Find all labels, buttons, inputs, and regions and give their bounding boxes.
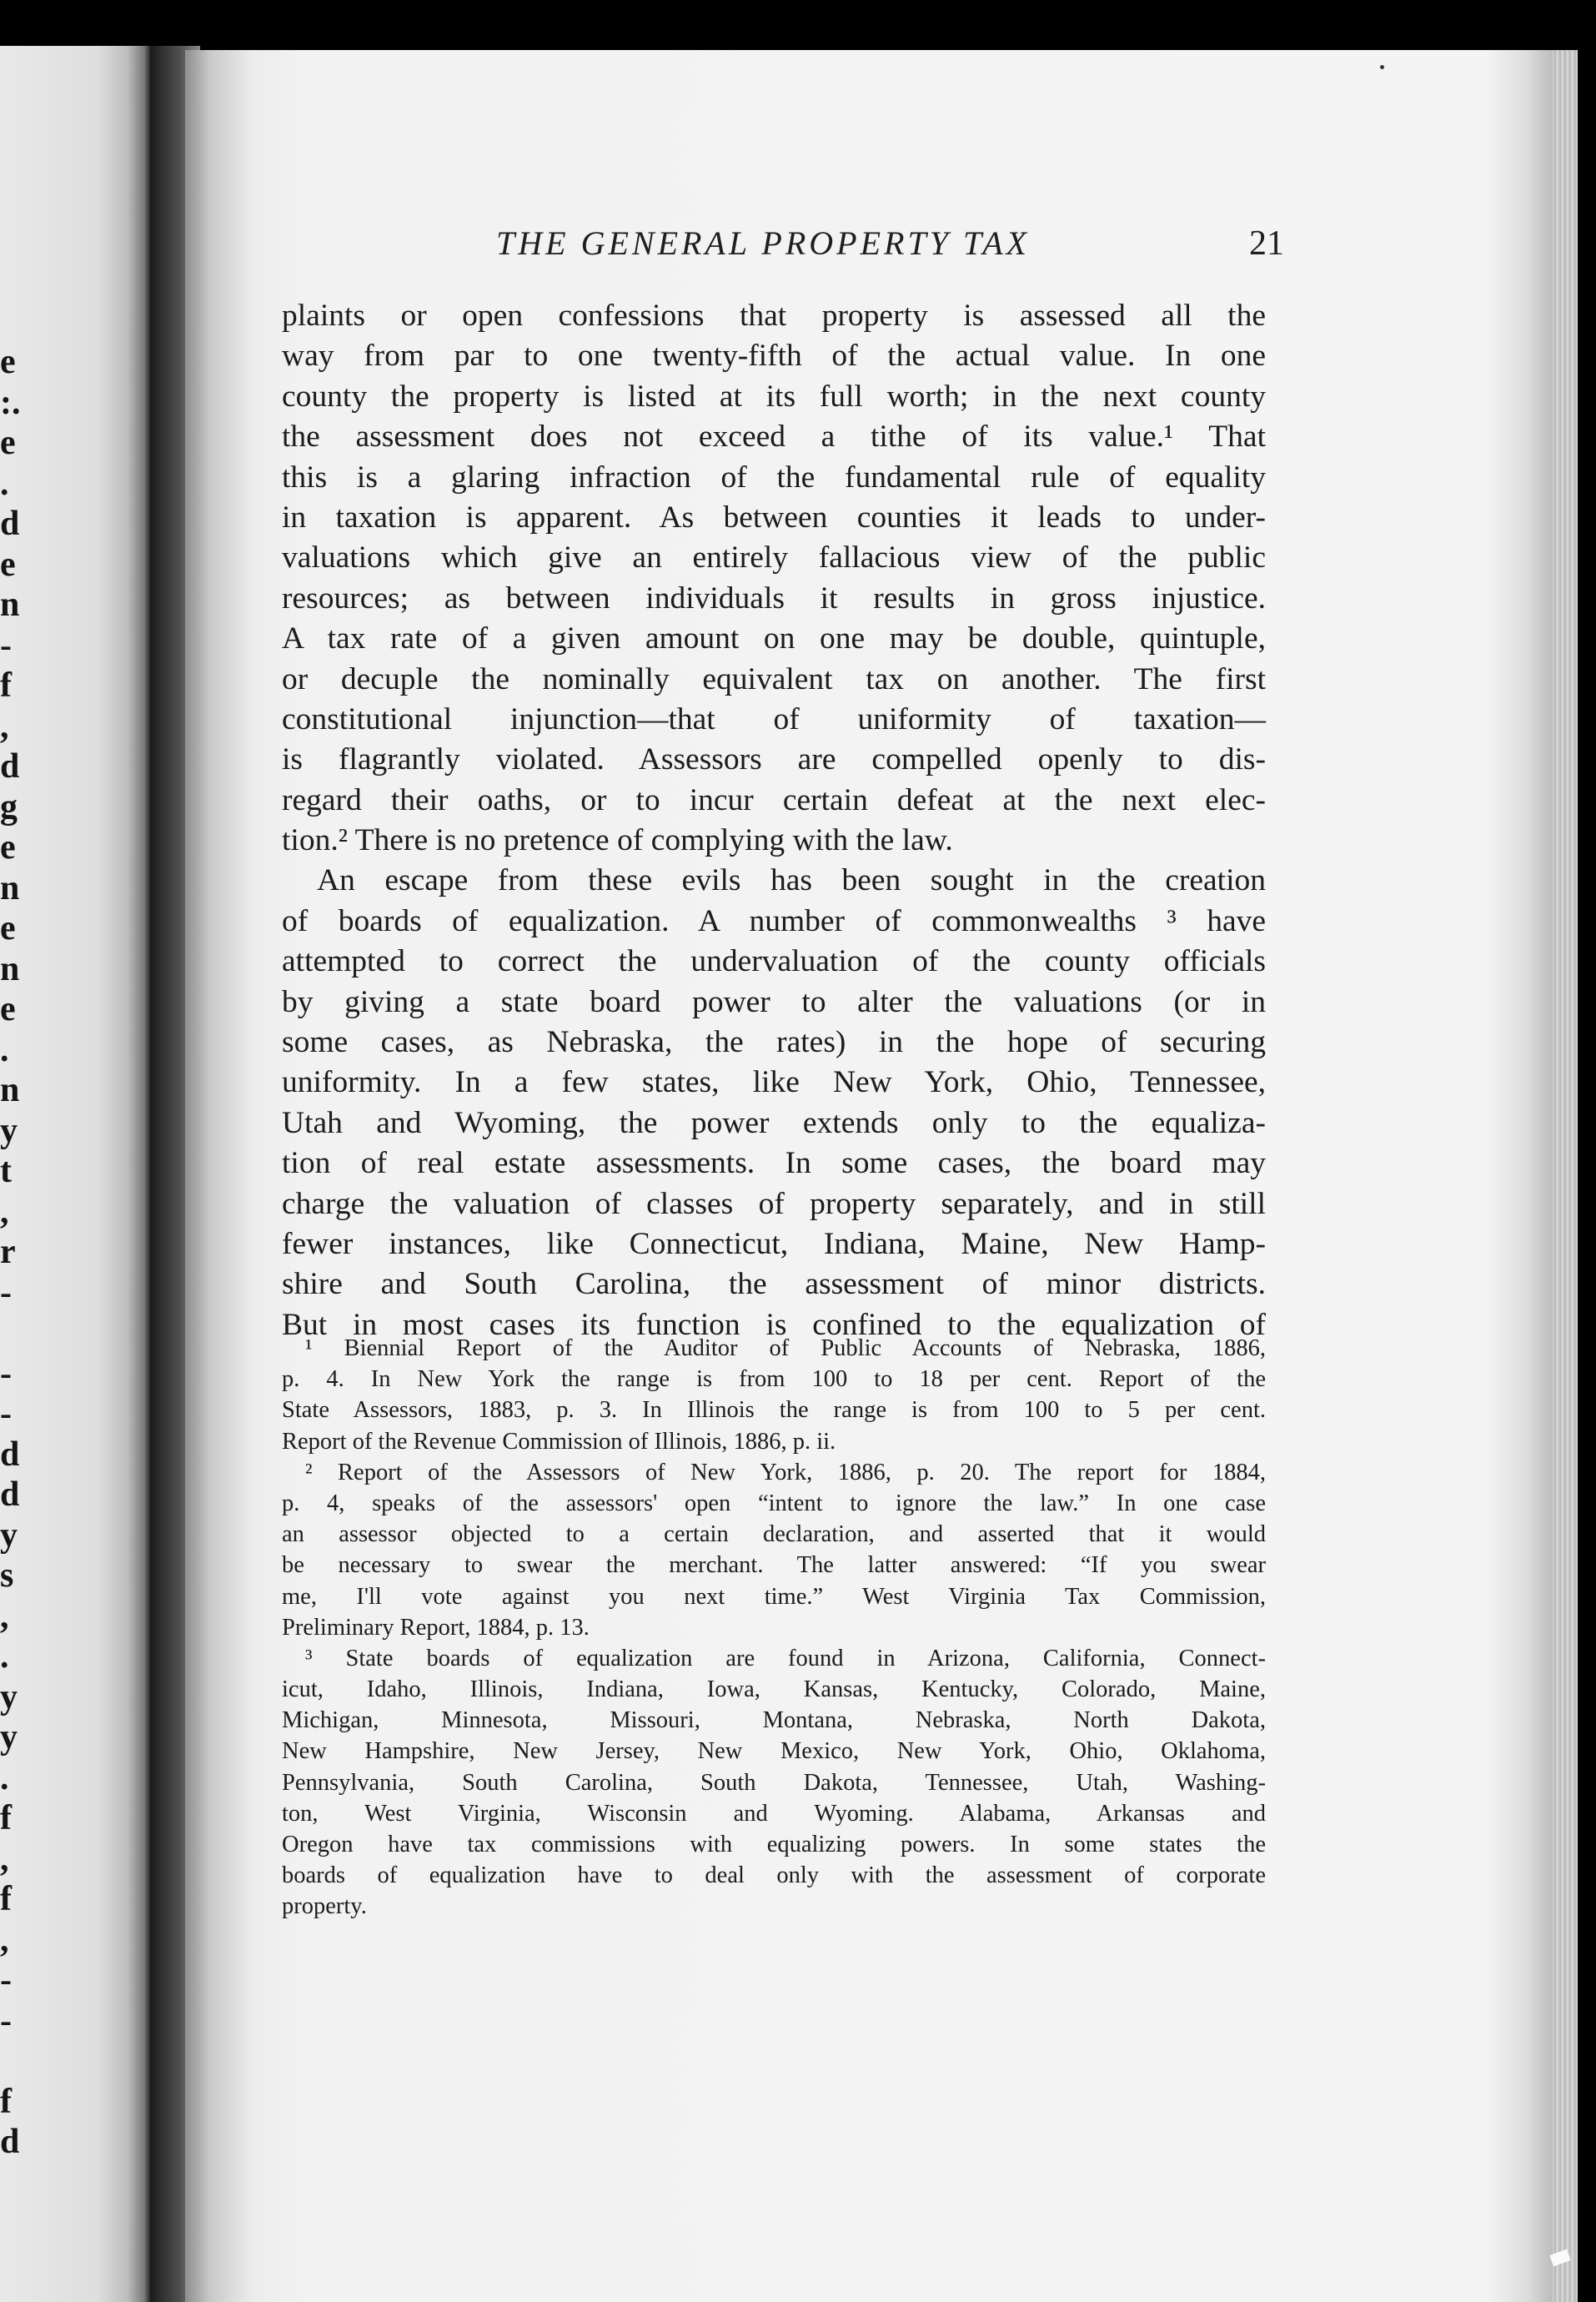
facing-page-text-fragments [0, 342, 21, 2163]
footnote-line: me, I'll vote against you next time.” West Virginia Tax Commission, [282, 1583, 1266, 1610]
facing-page-letter: e [0, 545, 16, 584]
body-line: Utah and Wyoming, the power extends only to the equaliza- [282, 1105, 1266, 1140]
footnote-line: be necessary to swear the merchant. The latter answered: “If you swear [282, 1552, 1266, 1579]
facing-page-letter: - [0, 626, 12, 665]
footnote-line: an assessor objected to a certain declaration, and asserted that it would [282, 1521, 1266, 1548]
facing-page-letter: f [0, 666, 12, 705]
body-line: constitutional injunction—that of uniformity of taxation— [282, 701, 1266, 736]
facing-page-letter: e [0, 990, 16, 1028]
footnotes [282, 1333, 1266, 1923]
body-line: fewer instances, like Connecticut, Indiana, Maine, New Hamp- [282, 1226, 1266, 1261]
footnote-line: icut, Idaho, Illinois, Indiana, Iowa, Kansas, Kentucky, Colorado, Maine, [282, 1676, 1266, 1703]
facing-page-letter: . [0, 1030, 9, 1069]
facing-page-letter: - [0, 2001, 12, 2040]
footnote-line: ³ State boards of equalization are found in Arizona, California, Connect- [305, 1645, 1266, 1671]
facing-page-edge [0, 46, 150, 2302]
body-line: valuations which give an entirely fallacious view of the public [282, 540, 1266, 576]
facing-page-letter [0, 2041, 17, 2082]
footnote-line: p. 4, speaks of the assessors' open “intent to ignore the law.” In one case [282, 1490, 1266, 1516]
facing-page-letter: d [0, 747, 20, 786]
facing-page-letter: - [0, 1961, 12, 1999]
facing-page-letter: y [0, 1718, 18, 1757]
footnote-line: boards of equalization have to deal only with the assessment of corporate [282, 1862, 1266, 1889]
facing-page-letter: , [0, 1596, 9, 1636]
facing-page-letter: f [0, 1880, 12, 1918]
body-line: tion of real estate assessments. In some cases, the board may [282, 1146, 1266, 1181]
facing-page-letter: f [0, 1799, 12, 1837]
footnote-line: Oregon have tax commissions with equalizing powers. In some states the [282, 1832, 1266, 1857]
body-line: some cases, as Nebraska, the rates) in the hope of securing [282, 1025, 1266, 1060]
body-line: in taxation is apparent. As between counties it leads to under- [282, 500, 1266, 535]
body-line: plaints or open confessions that property is assessed all the [282, 299, 1266, 333]
footnote-line: p. 4. In New York the range is from 100 to 18 per cent. Report of the [282, 1366, 1266, 1393]
facing-page-letter: y [0, 1111, 18, 1150]
body-line: shire and South Carolina, the assessment of minor districts. [282, 1267, 1266, 1302]
speck [1380, 65, 1384, 69]
facing-page-letter: - [0, 1273, 12, 1312]
facing-page-letter: , [0, 1839, 9, 1878]
body-line: of boards of equalization. A number of commonwealths ³ have [282, 903, 1266, 938]
facing-page-letter: d [0, 2123, 20, 2161]
footnote-line: ton, West Virginia, Wisconsin and Wyoming. Alabama, Arkansas and [282, 1800, 1266, 1827]
footnote-line: ² Report of the Assessors of New York, 1886, p. 20. The report for 1884, [305, 1459, 1266, 1485]
page-stack-edge [1553, 50, 1578, 2302]
facing-page-letter: g [0, 787, 18, 827]
body-line: attempted to correct the undervaluation of the county officials [282, 944, 1266, 979]
page-number: 21 [1249, 224, 1284, 263]
facing-page-letter: , [0, 1192, 9, 1231]
facing-page-letter: - [0, 1354, 12, 1393]
facing-page-letter: n [0, 949, 20, 988]
facing-page-letter: d [0, 1475, 20, 1514]
footnote-line: Report of the Revenue Commission of Illinois, 1886, p. ii. [282, 1428, 836, 1455]
body-line: A tax rate of a given amount on one may be double, quintuple, [282, 621, 1266, 656]
body-line: county the property is listed at its full worth; in the next county [282, 379, 1266, 414]
facing-page-letter: r [0, 1233, 16, 1271]
facing-page-letter: f [0, 2082, 12, 2121]
footnote-line: New Hampshire, New Jersey, New Mexico, New York, Ohio, Oklahoma, [282, 1738, 1266, 1765]
footnote-line: ¹ Biennial Report of the Auditor of Public Accounts of Nebraska, 1886, [305, 1335, 1266, 1361]
body-line: resources; as between individuals it results in gross injustice. [282, 581, 1266, 616]
facing-page-letter: e [0, 828, 16, 867]
facing-page-letter: s [0, 1556, 14, 1595]
footnote-line: Michigan, Minnesota, Missouri, Montana, Nebraska, North Dakota, [282, 1707, 1266, 1734]
facing-page-letter: e [0, 424, 16, 462]
facing-page-letter: . [0, 1758, 9, 1797]
facing-page-letter: t [0, 1152, 12, 1190]
body-line: by giving a state board power to alter the valuations (or in [282, 984, 1266, 1019]
facing-page-letter: n [0, 1071, 20, 1109]
body-line: charge the valuation of classes of property separately, and in still [282, 1186, 1266, 1221]
body-line: the assessment does not exceed a tithe of its value.¹ That [282, 420, 1266, 455]
footnote-line: Pennsylvania, South Carolina, South Dakota, Tennessee, Utah, Washing- [282, 1769, 1266, 1796]
running-head: THE GENERAL PROPERTY TAX [496, 224, 1031, 262]
body-line: is flagrantly violated. Assessors are compelled openly to dis- [282, 742, 1266, 777]
facing-page-letter: y [0, 1515, 18, 1555]
facing-page-letter: - [0, 1395, 12, 1433]
facing-page-letter: e [0, 343, 16, 381]
facing-page-letter: d [0, 1435, 20, 1474]
facing-page-letter: , [0, 1920, 9, 1959]
body-line: uniformity. In a few states, like New York, Ohio, Tennessee, [282, 1065, 1266, 1100]
facing-page-letter: n [0, 586, 20, 624]
facing-page-letter: y [0, 1677, 18, 1716]
body-text [282, 296, 1266, 1345]
facing-page-letter: d [0, 505, 20, 543]
body-line: tion.² There is no pretence of complying with the law. [282, 823, 953, 858]
body-line: this is a glaring infraction of the fundamental rule of equality [282, 460, 1266, 495]
body-line: regard their oaths, or to incur certain defeat at the next elec- [282, 782, 1266, 817]
footnote-line: property. [282, 1893, 367, 1920]
facing-page-letter: e [0, 909, 16, 947]
footnote-line: State Assessors, 1883, p. 3. In Illinois the range is from 100 to 5 per cent. [282, 1397, 1266, 1424]
facing-page-letter: . [0, 464, 9, 503]
body-line: or decuple the nominally equivalent tax on another. The first [282, 661, 1266, 696]
body-line: But in most cases its function is confined to the equalization of [282, 1307, 1266, 1342]
page-header [284, 224, 1284, 282]
facing-page-letter [0, 1313, 17, 1354]
body-line: way from par to one twenty-fifth of the actual value. In one [282, 339, 1266, 374]
footnote-line: Preliminary Report, 1884, p. 13. [282, 1614, 590, 1641]
body-line: An escape from these evils has been sought in the creation [317, 863, 1266, 898]
facing-page-letter: . [0, 1637, 9, 1676]
facing-page-letter: :. [0, 383, 21, 422]
facing-page-letter: n [0, 868, 20, 907]
facing-page-letter: , [0, 706, 9, 746]
